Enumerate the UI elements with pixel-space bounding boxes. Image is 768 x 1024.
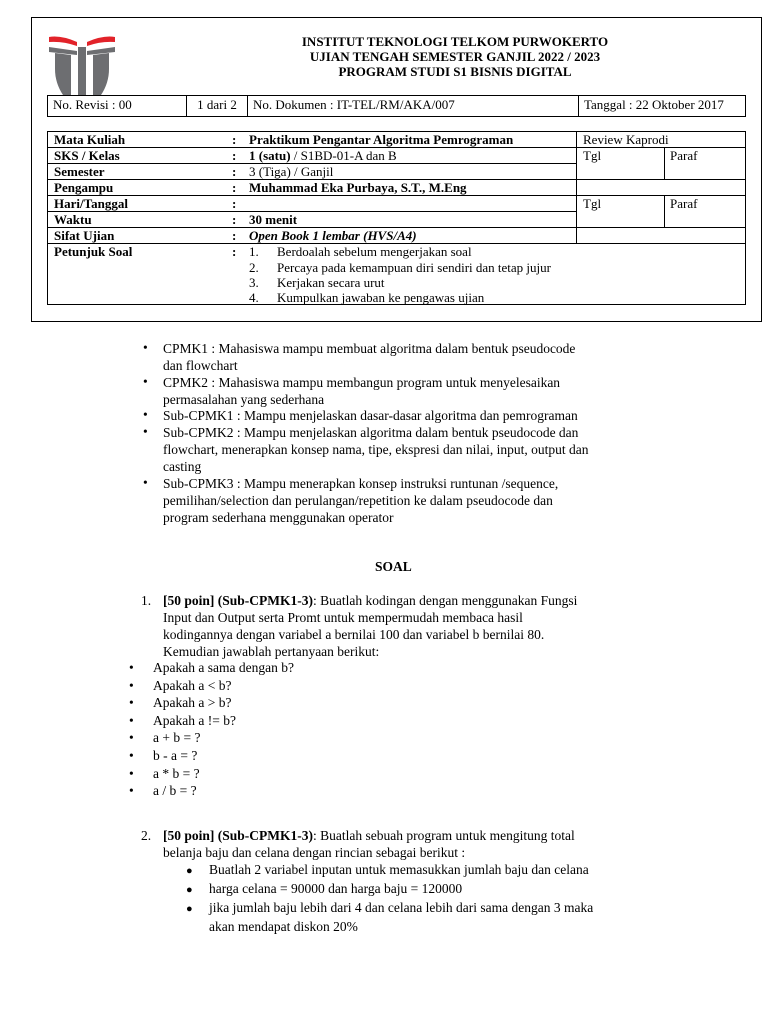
list-item: Sub-CPMK2 : Mampu menjelaskan algoritma dalam bentuk pseudocode dan flowchart, menerapkan konsep nama, tipe, ekspresi dan nilai, input, output dan casting <box>163 425 589 474</box>
document-number: No. Dokumen : IT-TEL/RM/AKA/007 <box>248 96 579 117</box>
value-sks: 1 (satu) / S1BD-01-A dan B <box>249 148 397 163</box>
value-sifat: Open Book 1 lembar (HVS/A4) <box>249 228 417 243</box>
colon: : <box>232 180 237 195</box>
institution-name: INSTITUT TEKNOLOGI TELKOM PURWOKERTO <box>301 34 609 49</box>
bullet-icon: • <box>143 475 148 490</box>
value-waktu: 30 menit <box>249 212 298 227</box>
colon: : <box>232 164 237 179</box>
telkom-logo <box>47 33 117 95</box>
label-sks: SKS / Kelas <box>54 148 120 163</box>
list-number: 3. <box>249 275 259 290</box>
document-date: Tanggal : 22 Oktober 2017 <box>579 96 746 117</box>
list-item: Berdoalah sebelum mengerjakan soal <box>277 244 472 259</box>
label-waktu: Waktu <box>54 212 92 227</box>
page-count: 1 dari 2 <box>187 96 248 117</box>
program-name: PROGRAM STUDI S1 BISNIS DIGITAL <box>338 64 572 79</box>
label-sifat: Sifat Ujian <box>54 228 115 243</box>
value-pengampu: Muhammad Eka Purbaya, S.T., M.Eng <box>249 180 467 195</box>
list-item: Percaya pada kemampuan diri sendiri dan tetap jujur <box>277 260 551 275</box>
list-number: 1. <box>249 244 259 259</box>
paraf-label: Paraf <box>670 148 698 163</box>
list-number: 4. <box>249 290 259 305</box>
question-text: [50 poin] (Sub-CPMK1-3): Buatlah sebuah program untuk mengitung total belanja baju dan celana dengan rincian sebagai berikut : <box>163 828 575 860</box>
bullet-icon: • <box>143 340 148 355</box>
colon: : <box>232 244 237 259</box>
document-header <box>180 34 730 79</box>
list-item: CPMK1 : Mahasiswa mampu membuat algoritma dalam bentuk pseudocode dan flowchart <box>163 341 576 373</box>
label-semester: Semester <box>54 164 105 179</box>
question-number: 1. <box>141 593 152 608</box>
exam-title: UJIAN TENGAH SEMESTER GANJIL 2022 / 2023 <box>309 49 601 64</box>
question-items: ● Buatlah 2 variabel inputan untuk memasukkan jumlah baju dan celana ● harga celana = 90000 dan harga baju = 120000 ● jika jumlah baju lebih dari 4 dan celana lebih dari sama dengan 3 maka akan mendapat diskon 20% <box>186 862 594 934</box>
colon: : <box>232 228 237 243</box>
doc-info-table <box>47 95 746 117</box>
label-petunjuk: Petunjuk Soal <box>54 244 133 259</box>
list-number: 2. <box>249 260 259 275</box>
paraf-label: Paraf <box>670 196 698 211</box>
question-number: 2. <box>141 828 152 843</box>
revision-number: No. Revisi : 00 <box>48 96 187 117</box>
value-mata-kuliah: Praktikum Pengantar Algoritma Pemrograman <box>249 132 514 147</box>
bullet-icon: • <box>143 424 148 439</box>
list-item: Kerjakan secara urut <box>277 275 385 290</box>
bullet-icon: • <box>143 374 148 389</box>
colon: : <box>232 196 237 211</box>
tgl-label: Tgl <box>583 148 602 163</box>
question-text: [50 poin] (Sub-CPMK1-3): Buatlah kodingan dengan menggunakan Fungsi Input dan Output serta Promt untuk mempermudah membaca hasil kodingannya dengan variabel a bernilai 100 dan variabel b bernilai 80. Kemudian jawablah pertanyaan berikut: <box>163 593 578 659</box>
colon: : <box>232 212 237 227</box>
section-title: SOAL <box>375 559 412 574</box>
colon: : <box>232 132 237 147</box>
list-item: CPMK2 : Mahasiswa mampu membangun program untuk menyelesaikan permasalahan yang sederhana <box>163 375 561 407</box>
bullet-icon: • <box>143 407 148 422</box>
label-hari: Hari/Tanggal <box>54 196 128 211</box>
question-items: • Apakah a sama dengan b? • Apakah a < b? • Apakah a > b? • Apakah a != b? • a + b = ? • b - a = ? • a * b = ? • a / b = ? <box>129 660 294 799</box>
list-item: Sub-CPMK1 : Mampu menjelaskan dasar-dasar algoritma dan pemrograman <box>163 408 578 423</box>
colon: : <box>232 148 237 163</box>
label-pengampu: Pengampu <box>54 180 114 195</box>
tgl-label: Tgl <box>583 196 602 211</box>
review-kaprodi: Review Kaprodi <box>583 132 669 147</box>
list-item: Kumpulkan jawaban ke pengawas ujian <box>277 290 485 305</box>
label-mata-kuliah: Mata Kuliah <box>54 132 126 147</box>
value-semester: 3 (Tiga) / Ganjil <box>249 164 334 179</box>
list-item: Sub-CPMK3 : Mampu menerapkan konsep instruksi runtunan /sequence, pemilihan/selection dan perulangan/repetition ke dalam pseudocode dan program sederhana menggunakan operator <box>163 476 559 525</box>
